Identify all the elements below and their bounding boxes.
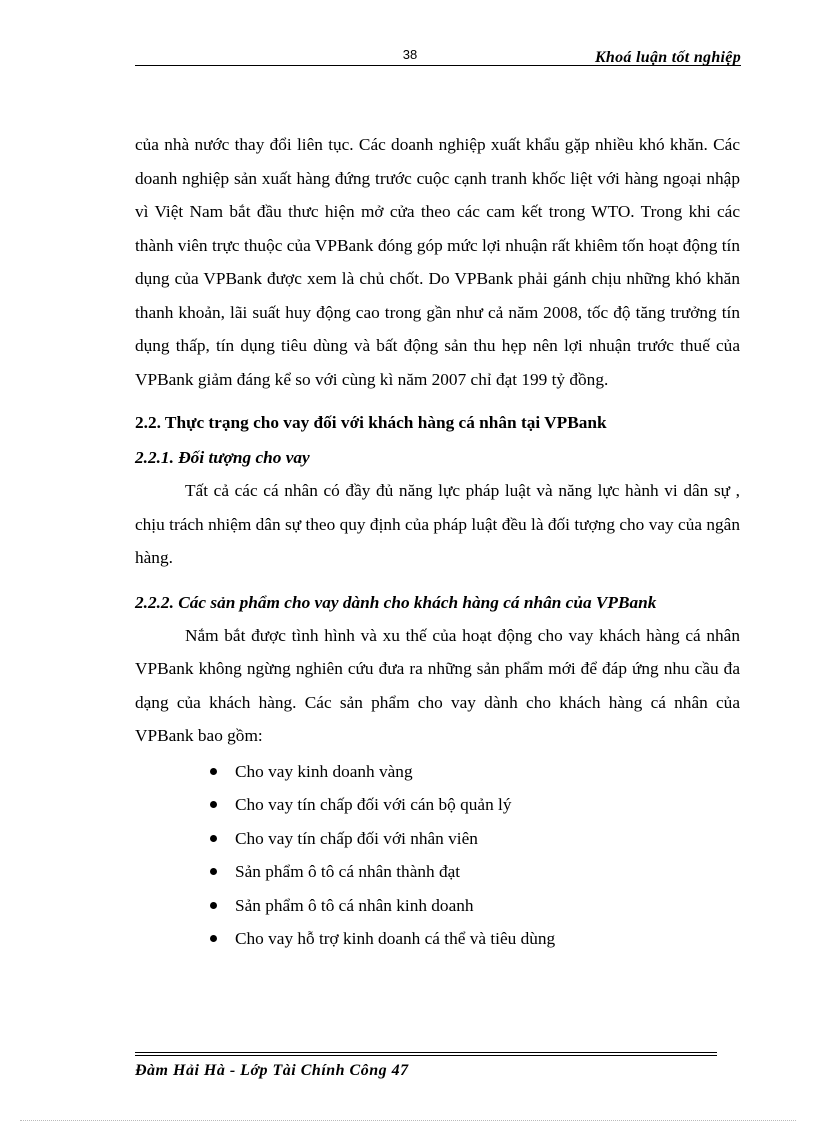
intro-paragraph: của nhà nước thay đổi liên tục. Các doanh nghiệp xuất khẩu gặp nhiều khó khăn. Các doanh nghiệp sản xuất hàng đứng trước cuộc cạnh tranh khốc liệt với hàng ngoại nhập vì Việt Nam bắt đầu thưc hiện mở cửa theo các cam kết trong WTO. Trong khi các thành viên trực thuộc của VPBank đóng góp mức lợi nhuận rất khiêm tốn hoạt động tín dụng của VPBank được xem là chủ chốt. Do VPBank phải gánh chịu những khó khăn thanh khoản, lãi suất huy động cao trong gần như cả năm 2008, tốc độ tăng trưởng tín dụng thấp, tín dụng tiêu dùng và bất động sản thu hẹp nên lợi nhuận trước thuế của VPBank giảm đáng kể so với cùng kì năm 2007 chỉ đạt 199 tỷ đồng. — [135, 135, 740, 389]
product-list — [135, 755, 740, 956]
bullet-icon — [210, 935, 217, 942]
list-item — [210, 755, 740, 789]
list-item — [210, 922, 740, 956]
bullet-icon — [210, 902, 217, 909]
page-footer — [135, 1052, 717, 1080]
subsection-1-heading: 2.2.1. Đối tượng cho vay — [135, 448, 310, 467]
bullet-icon — [210, 768, 217, 775]
product-label: Sản phẩm ô tô cá nhân thành đạt — [235, 862, 461, 881]
subsection-1-paragraph: Tất cả các cá nhân có đầy đủ năng lực pháp luật và năng lực hành vi dân sự , chịu trách nhiệm dân sự theo quy định của pháp luật đều là đối tượng cho vay của ngân hàng. — [135, 481, 740, 567]
subsection-2-heading: 2.2.2. Các sản phẩm cho vay dành cho khách hàng cá nhân của VPBank — [135, 592, 657, 612]
page-edge-divider — [20, 1120, 796, 1121]
product-label: Cho vay kinh doanh vàng — [235, 761, 413, 781]
page-header — [135, 44, 741, 68]
header-title: Khoá luận tốt nghiệp — [594, 49, 741, 66]
bullet-icon — [210, 835, 217, 842]
list-item — [210, 822, 740, 856]
product-label: Cho vay tín chấp đối với nhân viên — [235, 828, 478, 848]
subsection-2-paragraph: Nắm bắt được tình hình và xu thế của hoạt động cho vay khách hàng cá nhân VPBank không ngừng nghiên cứu đưa ra những sản phẩm mới để đáp ứng nhu cầu đa dạng của khách hàng. Các sản phẩm cho vay dành cho khách hàng cá nhân của VPBank bao gồm: — [135, 625, 740, 745]
footer-rule — [135, 1055, 717, 1056]
bullet-icon — [210, 801, 217, 808]
product-label: Cho vay hỗ trợ kinh doanh cá thể và tiêu dùng — [235, 929, 556, 948]
product-label: Sản phẩm ô tô cá nhân kinh doanh — [235, 895, 474, 915]
document-body — [135, 128, 740, 956]
list-item — [210, 855, 740, 889]
header-rule — [135, 65, 741, 66]
footer-author: Đàm Hải Hà - Lớp Tài Chính Công 47 — [135, 1062, 409, 1079]
section-heading: 2.2. Thực trạng cho vay đối với khách hàng cá nhân tại VPBank — [135, 413, 607, 432]
page-number: 38 — [402, 47, 418, 62]
product-label: Cho vay tín chấp đối với cán bộ quản lý — [235, 795, 512, 814]
list-item — [210, 788, 740, 822]
footer-rule — [135, 1052, 717, 1053]
list-item — [210, 889, 740, 923]
bullet-icon — [210, 868, 217, 875]
